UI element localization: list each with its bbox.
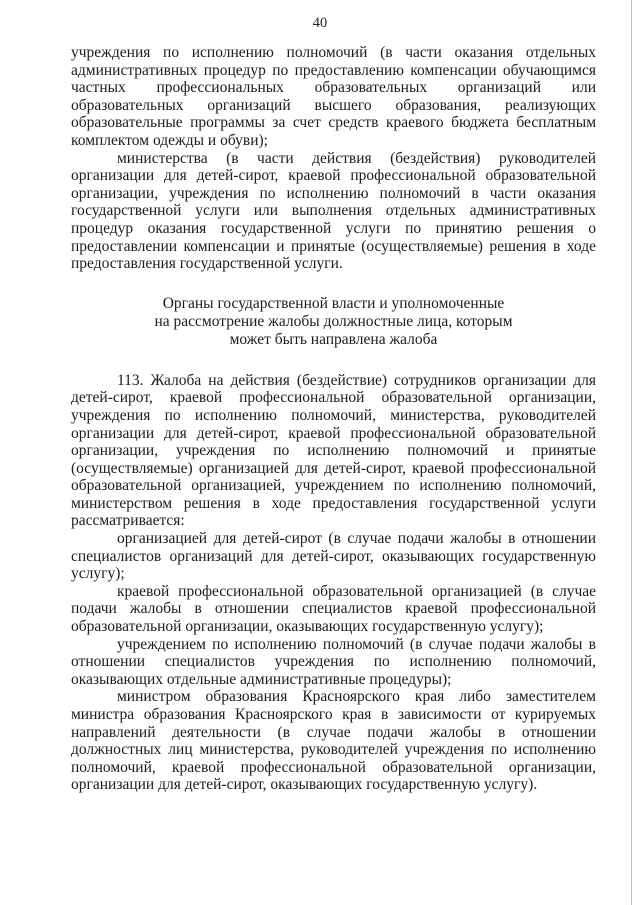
document-body: [71, 44, 596, 794]
paragraph-institution: учреждением по исполнению полномочий (в случае подачи жалобы в отношении специалистов учреждения по исполнению полномочий, оказывающих отдельные административные процедуры);: [71, 635, 596, 688]
paragraph-113: 113. Жалоба на действия (бездействие) сотрудников организации для детей-сирот, краевой профессиональной образовательной организации, учреждения по исполнению полномочий, министерства, руководителей организации для детей-сирот, краевой профессиональной образовательной организации, учреждения по исполнению полномочий и принятые (осуществляемые) организацией для детей-сирот, краевой профессиональной образовательной организацией, учреждением по исполнению полномочий, министерством решения в ходе предоставления государственной услуги рассматривается:: [71, 371, 596, 530]
paragraph-regional-organization: краевой профессиональной образовательной организацией (в случае подачи жалобы в отношении специалистов краевой профессиональной образовательной организации, оказывающих государственную услугу);: [71, 582, 596, 636]
paragraph-orphan-organization: организацией для детей-сирот (в случае подачи жалобы в отношении специалистов организаций для детей-сирот, оказывающих государственную услугу);: [71, 530, 596, 583]
paragraph-ministry: министерства (в части действия (бездействия) руководителей организации для детей-сирот, краевой профессиональной образовательной организации, учреждения по исполнению полномочий в части оказания государственной услуги или выполнения отдельных административных процедур оказания государственной услуги по принятию решения о предоставлении компенсации и принятые (осуществляемые) решения в ходе предоставления государственной услуги.: [71, 149, 596, 273]
heading-line-2: на рассмотрение жалобы должностные лица, которым: [154, 312, 513, 330]
heading-line-1: Органы государственной власти и уполномоченные: [162, 294, 505, 312]
page-number: 40: [312, 15, 328, 31]
paragraph-institution-continuation: учреждения по исполнению полномочий (в части оказания отдельных административных процедур по предоставлению компенсации обучающимся частных профессиональных образовательных организаций или образовательных организаций высшего образования, реализующих образовательные программы за счет средств краевого бюджета бесплатным комплектом одежды и обуви);: [71, 44, 596, 149]
heading-line-3: может быть направлена жалоба: [229, 330, 438, 348]
scan-edge-line: [631, 0, 632, 905]
paragraph-minister: министром образования Красноярского края либо заместителем министра образования Красноярского края в зависимости от курируемых направлений деятельности (в случае подачи жалобы в отношении должностных лиц министерства, руководителей учреждения по исполнению полномочий, краевой профессиональной образовательной организации, организации для детей-сирот, оказывающих государственную услугу).: [71, 688, 596, 794]
section-heading: [71, 295, 596, 349]
